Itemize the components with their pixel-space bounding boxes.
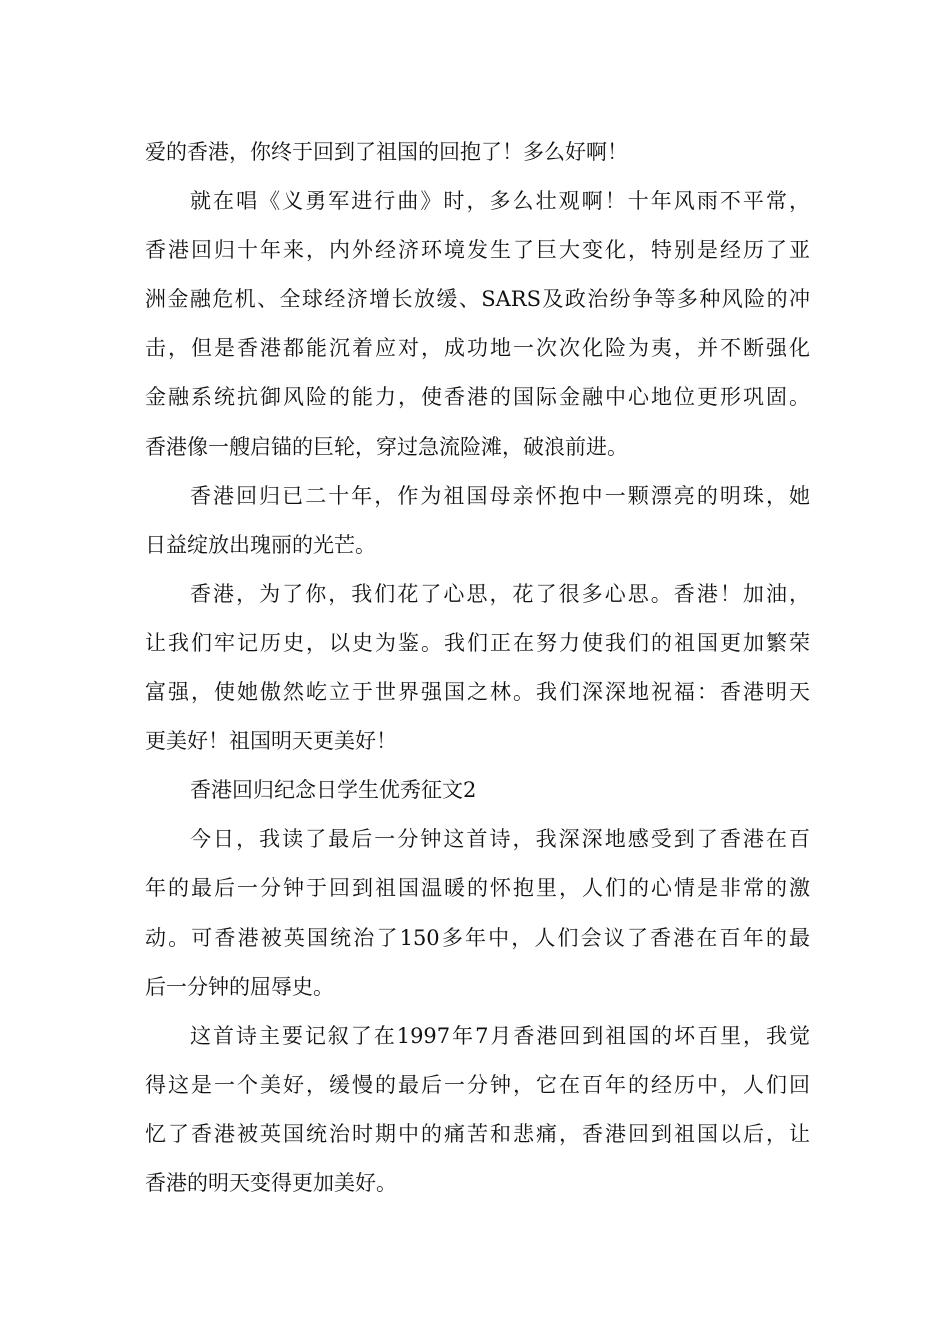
text-line: 忆了香港被英国统治时期中的痛苦和悲痛，香港回到祖国以后，让 [145, 1121, 810, 1146]
text-line: 今日，我读了最后一分钟这首诗，我深深地感受到了香港在百 [190, 827, 810, 852]
text-line: 就在唱《义勇军进行曲》时，多么壮观啊！十年风雨不平常， [190, 189, 810, 214]
text-line: 香港像一艘启锚的巨轮，穿过急流险滩，破浪前进。 [145, 434, 628, 459]
text-line: 香港回归十年来，内外经济环境发生了巨大变化，特别是经历了亚 [145, 238, 810, 263]
text-line: 香港回归纪念日学生优秀征文2 [190, 778, 477, 803]
text-line: 香港回归已二十年，作为祖国母亲怀抱中一颗漂亮的明珠，她 [190, 483, 810, 508]
text-line: 后一分钟的屈辱史。 [145, 974, 334, 999]
text-line: 更美好！祖国明天更美好！ [145, 729, 397, 754]
text-line: 得这是一个美好，缓慢的最后一分钟，它在百年的经历中，人们回 [145, 1072, 810, 1097]
text-line: 这首诗主要记叙了在1997年7月香港回到祖国的坏百里，我觉 [190, 1023, 810, 1048]
text-line: 让我们牢记历史，以史为鉴。我们正在努力使我们的祖国更加繁荣 [145, 630, 810, 655]
text-line: 动。可香港被英国统治了150多年中，人们会议了香港在百年的最 [145, 925, 810, 950]
text-line: 富强，使她傲然屹立于世界强国之林。我们深深地祝福：香港明天 [145, 680, 810, 705]
text-line: 击，但是香港都能沉着应对，成功地一次次化险为夷，并不断强化 [145, 336, 810, 361]
text-line: 爱的香港，你终于回到了祖国的回抱了！多么好啊！ [145, 140, 628, 164]
text-line: 香港的明天变得更加美好。 [145, 1170, 397, 1195]
text-line: 年的最后一分钟于回到祖国温暖的怀抱里，人们的心情是非常的激 [145, 876, 810, 901]
text-line: 金融系统抗御风险的能力，使香港的国际金融中心地位更形巩固。 [145, 385, 810, 410]
text-line: 洲金融危机、全球经济增长放缓、SARS及政治纷争等多种风险的冲 [145, 287, 810, 312]
text-line: 日益绽放出瑰丽的光芒。 [145, 532, 376, 557]
text-line: 香港，为了你，我们花了心思，花了很多心思。香港！加油， [190, 581, 810, 606]
document-body [145, 128, 810, 1208]
